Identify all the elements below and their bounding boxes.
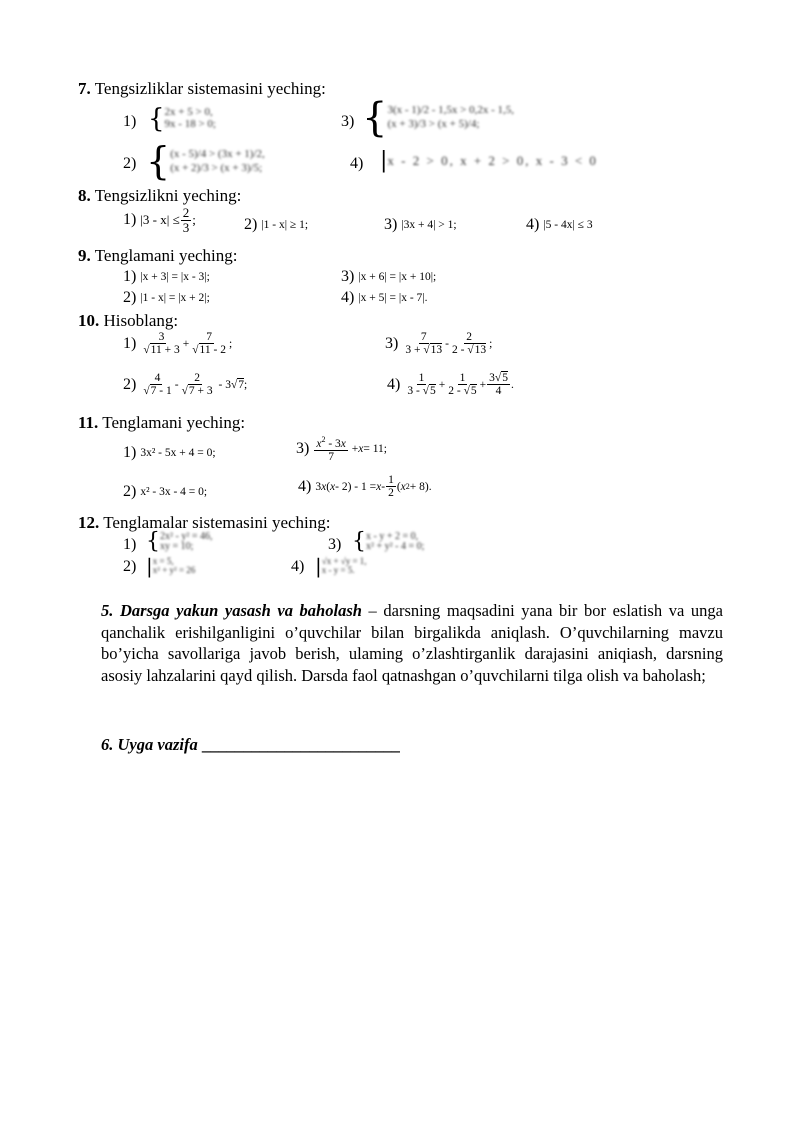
- task7-heading: 7. Tengsizliklar sistemasini yeching:: [78, 79, 326, 98]
- task9-item-3: 3) |x + 6| = |x + 10|;: [341, 268, 437, 285]
- task9-heading: 9. Tenglamani yeching:: [78, 246, 238, 265]
- task7-item-3-label: 3): [341, 113, 355, 130]
- section5-text: – darsning maqsadini yana bir bor eslatish va unga qanchalik erishilganligini o’quvchilar bilan birgalikda aniqlash. O’quvchilarning mavzu bo’yicha savollariga javob berish, ulaming o’zlashtirganlik darajasini aniqiash, darsning asosiy lahzalarini qayd qilish. Darsda faol qatnashgan o’quvchilarni tilga olish va baholash;: [101, 601, 723, 685]
- task9-item-2: 2) |1 - x| = |x + 2|;: [123, 289, 210, 306]
- task12-item-1-label: 1): [123, 536, 137, 553]
- task12-item-2-label: 2): [123, 558, 137, 575]
- task12-heading: 12. Tenglamalar sistemasini yeching:: [78, 513, 331, 532]
- section6-blank: ________________________: [201, 735, 400, 754]
- task10-item-1: 1) $\frac{3}{√11 + 3}$ + $\frac{7}{√11 - 2}$ ;: [123, 331, 233, 357]
- task7-item-1-label: 1): [123, 113, 137, 130]
- task10-heading: 10. Hisoblang:: [78, 311, 179, 330]
- task8-item-1: 1) |3 - x| ≤ $\frac{2}{3}$ ;: [123, 205, 196, 235]
- section5-title: 5. Darsga yakun yasash va baholash: [101, 601, 362, 620]
- task12-item-3-label: 3): [328, 536, 342, 553]
- task9-item-1: 1) |x + 3| = |x - 3|;: [123, 268, 210, 285]
- task9-item-4: 4) |x + 5| = |x - 7|.: [341, 289, 428, 306]
- task10-item-3: 3) $\frac{7}{3 + √13}$ - $\frac{2}{2 - √13}$ ;: [385, 331, 493, 357]
- task11-item-4: 4) 3 x ( x - 2) - 1 = x - $\frac{1}{2}$ ( x 2 + 8).: [298, 474, 432, 500]
- task7-item-4-system: | x - 2 > 0, x + 2 > 0, x - 3 < 0: [380, 148, 598, 173]
- task8-item-2: 2) |1 - x| ≥ 1;: [244, 216, 309, 233]
- task7-item-2-label: 2): [123, 155, 137, 172]
- section6-title: 6. Uyga vazifa: [101, 735, 198, 754]
- task7-item-1-system: { 2x + 5 > 0, 9x - 18 > 0;: [148, 104, 216, 134]
- task12-item-2-system: | x = 5, x² + y² = 26: [146, 554, 196, 578]
- section6-line: [101, 735, 400, 755]
- task8-item-4: 4) |5 - 4x| ≤ 3: [526, 216, 593, 233]
- task8-heading: 8. Tengsizlikni yeching:: [78, 186, 242, 205]
- task12-item-1-system: { 2x² - y² = 46, xy = 10;: [146, 529, 213, 554]
- task7-item-4-label: 4): [350, 155, 364, 172]
- task7-item-2-system: { (x - 5)/4 > (3x + 1)/2, (x + 2)/3 > (x + 3)/5;: [146, 139, 265, 183]
- task10-item-4: 4) $\frac{1}{3 - √5}$ + $\frac{1}{2 - √5}$ + $\frac{3√5}{4}$ .: [387, 372, 514, 398]
- task12-item-4-system: | √x + √y = 1, x - y = 5.: [315, 554, 367, 578]
- task8-item-3: 3) |3x + 4| > 1;: [384, 216, 457, 233]
- task12-item-4-label: 4): [291, 558, 305, 575]
- task11-item-2: 2) x² - 3x - 4 = 0;: [123, 483, 208, 500]
- task11-item-1: 1) 3x² - 5x + 4 = 0;: [123, 444, 216, 461]
- task11-heading: 11. Tenglamani yeching:: [78, 413, 246, 432]
- task7-item-3-system: { 3(x - 1)/2 - 1,5x > 0,2x - 1,5, (x + 3)/3 > (x + 5)/4;: [362, 95, 515, 141]
- task12-item-3-system: { x - y + 2 = 0, x² + y² - 4 = 0;: [352, 529, 425, 554]
- section5-paragraph: [101, 600, 723, 686]
- task10-item-2: 2) $\frac{4}{√7 - 1}$ - $\frac{2}{√7 + 3}$ - 3√ 7 ;: [123, 372, 248, 398]
- task11-item-3: 3) $\frac{x^2 - 3x}{7}$ + x = 11;: [296, 435, 388, 463]
